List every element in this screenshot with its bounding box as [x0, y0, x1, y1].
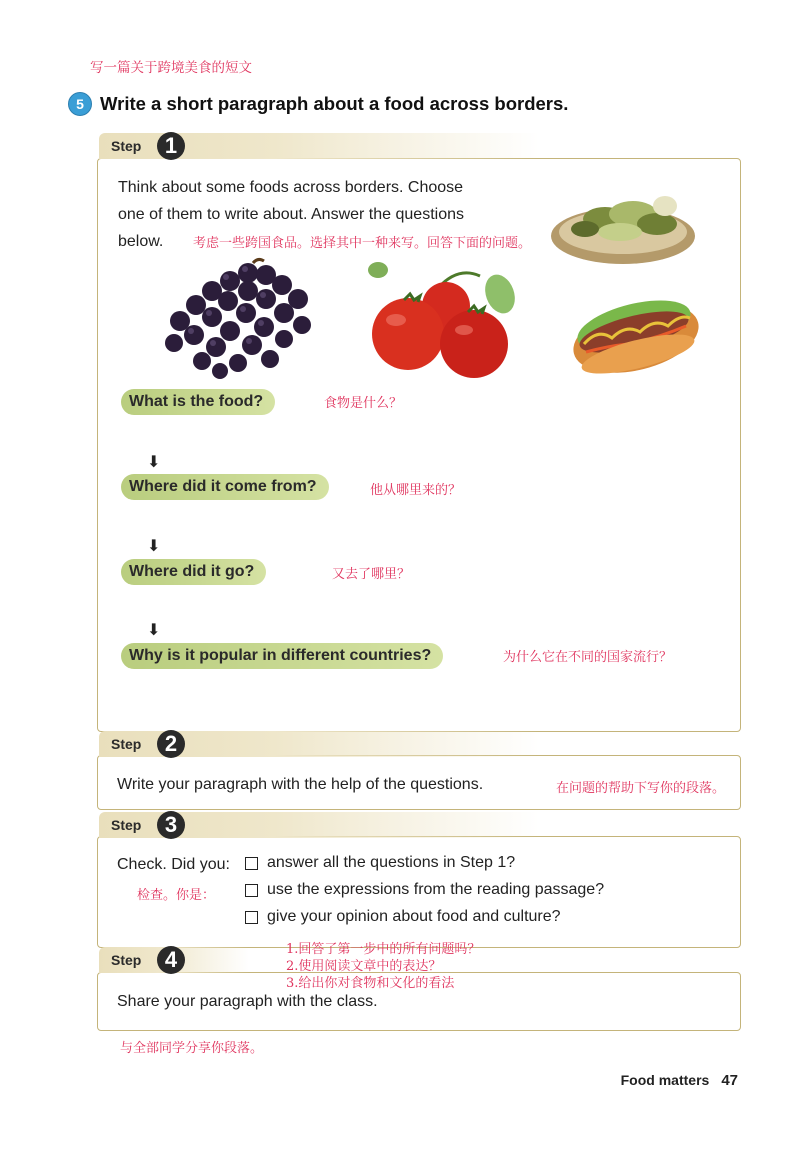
question-2-annotation: 他从哪里来的？ [370, 483, 462, 498]
step2-text: Write your paragraph with the help of the questions. [117, 776, 484, 793]
exercise-title: Write a short paragraph about a food across borders. [100, 93, 569, 114]
question-where-did-it-come-from: Where did it come from? [121, 474, 329, 500]
question-what-is-the-food: What is the food? [121, 389, 275, 415]
checklist-item-2 [245, 881, 604, 899]
down-arrow-icon: ⬇ [147, 538, 161, 555]
exercise-number-badge: 5 [68, 92, 92, 116]
step1-annotation: 考虑一些跨国食品。选择其中一种来写。回答下面的问题。 [193, 236, 532, 251]
exercise-title-row [68, 92, 568, 116]
question-why-is-it-popular: Why is it popular in different countries? [121, 643, 443, 669]
down-arrow-icon: ⬇ [147, 622, 161, 639]
step2-number: 2 [157, 730, 185, 758]
page-footer [621, 1072, 738, 1089]
step1-tab [99, 133, 539, 159]
checklist-item-1 [245, 854, 515, 872]
checklist-item-1-text: answer all the questions in Step 1? [267, 854, 516, 871]
grapes-image [158, 255, 318, 380]
section-name: Food matters [620, 1072, 710, 1088]
page-number: 47 [721, 1072, 738, 1089]
checklist-annotation-2: 2.使用阅读文章中的表达？ [286, 959, 442, 974]
checkbox[interactable] [245, 911, 258, 924]
question-3-annotation: 又去了哪里？ [332, 567, 411, 582]
step3-number: 3 [157, 811, 185, 839]
step3-tab [99, 812, 539, 838]
checklist-item-3-text: give your opinion about food and culture? [267, 908, 561, 925]
hotdog-image [568, 282, 703, 380]
checklist-item-3 [245, 908, 561, 926]
dumplings-image [545, 174, 700, 269]
checklist-item-2-text: use the expressions from the reading passage? [267, 881, 605, 898]
step4-text: Share your paragraph with the class. [117, 993, 378, 1010]
step1-number: 1 [157, 132, 185, 160]
question-1-annotation: 食物是什么？ [324, 396, 403, 411]
step4-label: Step [111, 952, 142, 968]
step3-lead-annotation: 检查。你是： [137, 888, 216, 903]
checkbox[interactable] [245, 884, 258, 897]
step1-line-2: one of them to write about. Answer the questions [118, 206, 464, 223]
step1-line-3: below. [118, 233, 164, 250]
header-annotation: 写一篇关于跨境美食的短文 [90, 60, 252, 76]
checklist-annotation-3: 3.给出你对食物和文化的看法 [286, 976, 455, 991]
step2-label: Step [111, 736, 142, 752]
step3-lead: Check. Did you: [117, 856, 230, 873]
question-where-did-it-go: Where did it go? [121, 559, 266, 585]
question-4-annotation: 为什么它在不同的国家流行？ [503, 650, 673, 665]
step3-label: Step [111, 817, 142, 833]
step2-annotation: 在问题的帮助下写你的段落。 [556, 781, 726, 796]
step4-number: 4 [157, 946, 185, 974]
checklist-annotation-1: 1.回答了第一步中的所有问题吗？ [286, 942, 481, 957]
step4-tab [99, 947, 249, 973]
step2-tab [99, 731, 539, 757]
step4-annotation: 与全部同学分享你段落。 [120, 1041, 264, 1056]
step1-line-1: Think about some foods across borders. Choose [118, 179, 464, 196]
tomatoes-image [368, 258, 518, 380]
down-arrow-icon: ⬇ [147, 454, 161, 471]
checkbox[interactable] [245, 857, 258, 870]
step1-label: Step [111, 138, 142, 154]
